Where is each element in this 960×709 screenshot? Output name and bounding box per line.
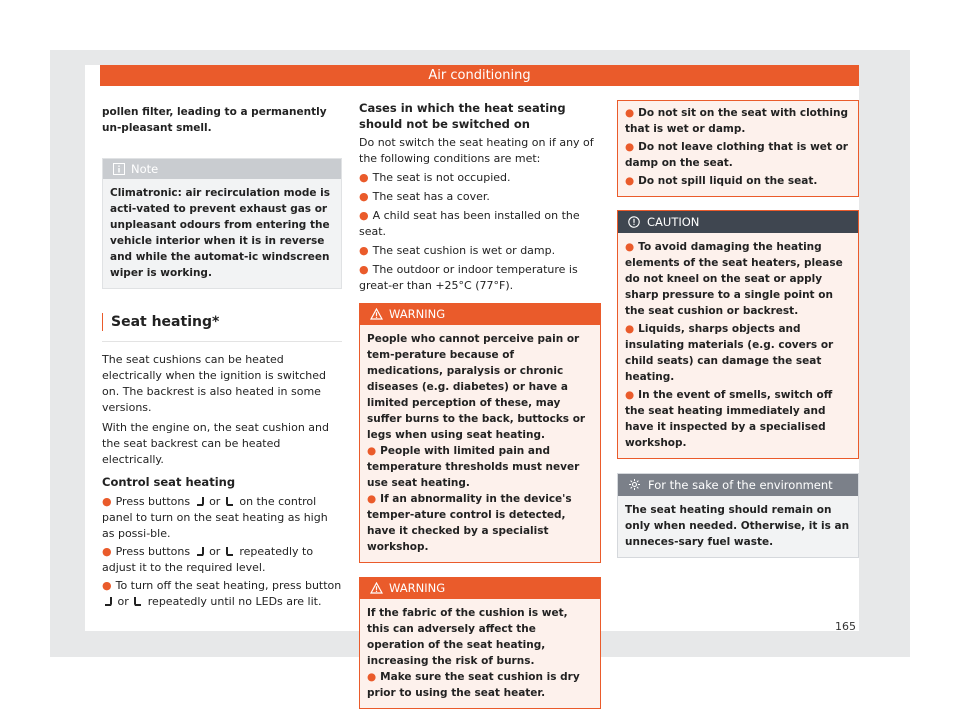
warning-title: WARNING [389,581,446,595]
subheading: Control seat heating [102,475,236,489]
bullet-text: Do not spill liquid on the seat. [638,175,818,187]
seat-heat-left-icon [194,546,206,558]
bullet-dot: ● [625,141,635,153]
bullet-item: ● Press buttons or repeatedly to adjust it to the required level. [102,545,314,574]
environment-box [617,473,859,558]
bullet-text: If an abnormality in the device's temper-ature control is detected, have it checked by a specialist workshop. [367,493,572,553]
bullet-item [359,262,601,294]
caution-bullets [618,233,858,458]
environment-text: The seat heating should remain on only when needed. Otherwise, it is an unneces-sary fuel waste. [625,504,850,548]
bullet-dot: ● [367,671,377,683]
bullet-item: ● Press buttons or on the control panel to turn on the seat heating as high as possi-ble. [102,495,328,540]
environment-header [618,474,858,496]
bullet-dot: ● [359,244,369,257]
bullet-dot: ● [367,493,377,505]
bullet-item [367,443,593,491]
note-title: Note [131,162,159,176]
leaf-icon [628,478,641,491]
page-number: 165 [835,620,856,633]
cases-intro: Do not switch the seat heating on if any of the following conditions are met: [359,136,594,165]
bullet-dot: ● [625,107,635,119]
seat-heat-left-icon [194,496,206,508]
caution-title: CAUTION [647,215,700,229]
bullet-item [625,105,851,137]
seat-heat-right-icon [224,546,236,558]
bullet-text: To avoid damaging the heating elements of the seat heaters, please do not kneel on the seat or apply sharp pressure to a single point on the seat cushion or backrest. [625,241,843,317]
bullet-item [625,139,851,171]
section-divider [102,341,342,342]
bullet-text: The seat cushion is wet or damp. [372,244,556,257]
warning-box-2 [359,577,601,709]
bullet-dot: ● [625,241,635,253]
warning-continued-box [617,100,859,197]
bullet-item [359,208,601,240]
seat-heat-left-icon [102,596,114,608]
bullet-item: ● To turn off the seat heating, press button or repeatedly until no LEDs are lit. [102,579,342,608]
warning-continued-bullets [618,101,858,196]
section-heading-block [102,313,342,342]
warning-text: If the fabric of the cushion is wet, this can adversely affect the operation of the seat heating, increasing the risk of burns. [367,607,568,667]
bullet-item [625,239,851,319]
bullet-dot: ● [359,263,369,276]
column-left [102,100,342,610]
caution-box [617,210,859,459]
bullet-dot: ● [625,323,635,335]
bullet-text: The seat is not occupied. [372,171,511,184]
bullet-dot: ● [102,545,112,558]
warning-triangle-icon [370,308,383,320]
bullet-item [367,491,593,555]
bullet-dot: ● [625,175,635,187]
bullet-item [359,170,601,186]
note-box [102,158,342,289]
chapter-header: Air conditioning [100,65,859,86]
caution-header [618,211,858,233]
bullet-dot: ● [359,190,369,203]
warning-header [360,578,600,599]
warning-title: WARNING [389,307,446,321]
paragraph-2: With the engine on, the seat cushion and the seat backrest can be heated electrically. [102,421,329,466]
bullet-text: The outdoor or indoor temperature is great-er than +25°C (77°F). [359,263,578,292]
bullet-item [625,387,851,451]
warning-header [360,304,600,325]
bullet-text: The seat has a cover. [372,190,490,203]
column-right [617,100,859,558]
bullet-text: People with limited pain and temperature thresholds must never use seat heating. [367,445,580,489]
cases-heading: Cases in which the heat seating should not be switched on [359,101,566,131]
bullet-text: Make sure the seat cushion is dry prior to using the seat heater. [367,671,580,699]
bullet-text: A child seat has been installed on the seat. [359,209,580,238]
info-icon [113,163,125,175]
bullet-text: Do not leave clothing that is wet or damp on the seat. [625,141,848,169]
bullet-item [625,173,851,189]
bullet-item [359,189,601,205]
section-title: Seat heating* [102,313,342,331]
environment-title: For the sake of the environment [648,478,833,492]
bullet-text: Liquids, sharps objects and insulating materials (e.g. covers or child seats) can damage the seat heating. [625,323,834,383]
note-header [103,159,341,179]
seat-heat-right-icon [132,596,144,608]
bullet-text: Do not sit on the seat with clothing that is wet or damp. [625,107,848,135]
warning-bullets [367,443,593,555]
bullet-dot: ● [102,579,112,592]
caution-icon [628,216,640,228]
bullet-item [359,243,601,259]
seat-heat-right-icon [224,496,236,508]
bullet-item [625,321,851,385]
paragraph-1: The seat cushions can be heated electrically when the ignition is switched on. The backrest is also heated in some versions. [102,353,326,414]
column-middle [359,100,601,709]
warning-bullets [367,669,593,701]
note-text: Climatronic: air recirculation mode is acti-vated to prevent exhaust gas or unpleasant odours from entering the vehicle interior when it is in reverse and while the automat-ic windscreen wiper is working. [110,187,330,279]
intro-text: pollen filter, leading to a permanently un-pleasant smell. [102,106,327,134]
bullet-text: In the event of smells, switch off the seat heating immediately and have it inspected by a specialised workshop. [625,389,833,449]
bullet-dot: ● [625,389,635,401]
warning-box-1 [359,303,601,563]
warning-text: People who cannot perceive pain or tem-perature because of medications, paralysis or chronic diseases (e.g. diabetes) or have a limited perception of these, may suffer burns to the back, buttocks or legs when using seat heating. [367,333,586,441]
bullet-dot: ● [359,171,369,184]
bullet-dot: ● [102,495,112,508]
bullet-dot: ● [359,209,369,222]
warning-triangle-icon [370,582,383,594]
bullet-item [367,669,593,701]
bullet-dot: ● [367,445,377,457]
cases-list [359,170,601,294]
